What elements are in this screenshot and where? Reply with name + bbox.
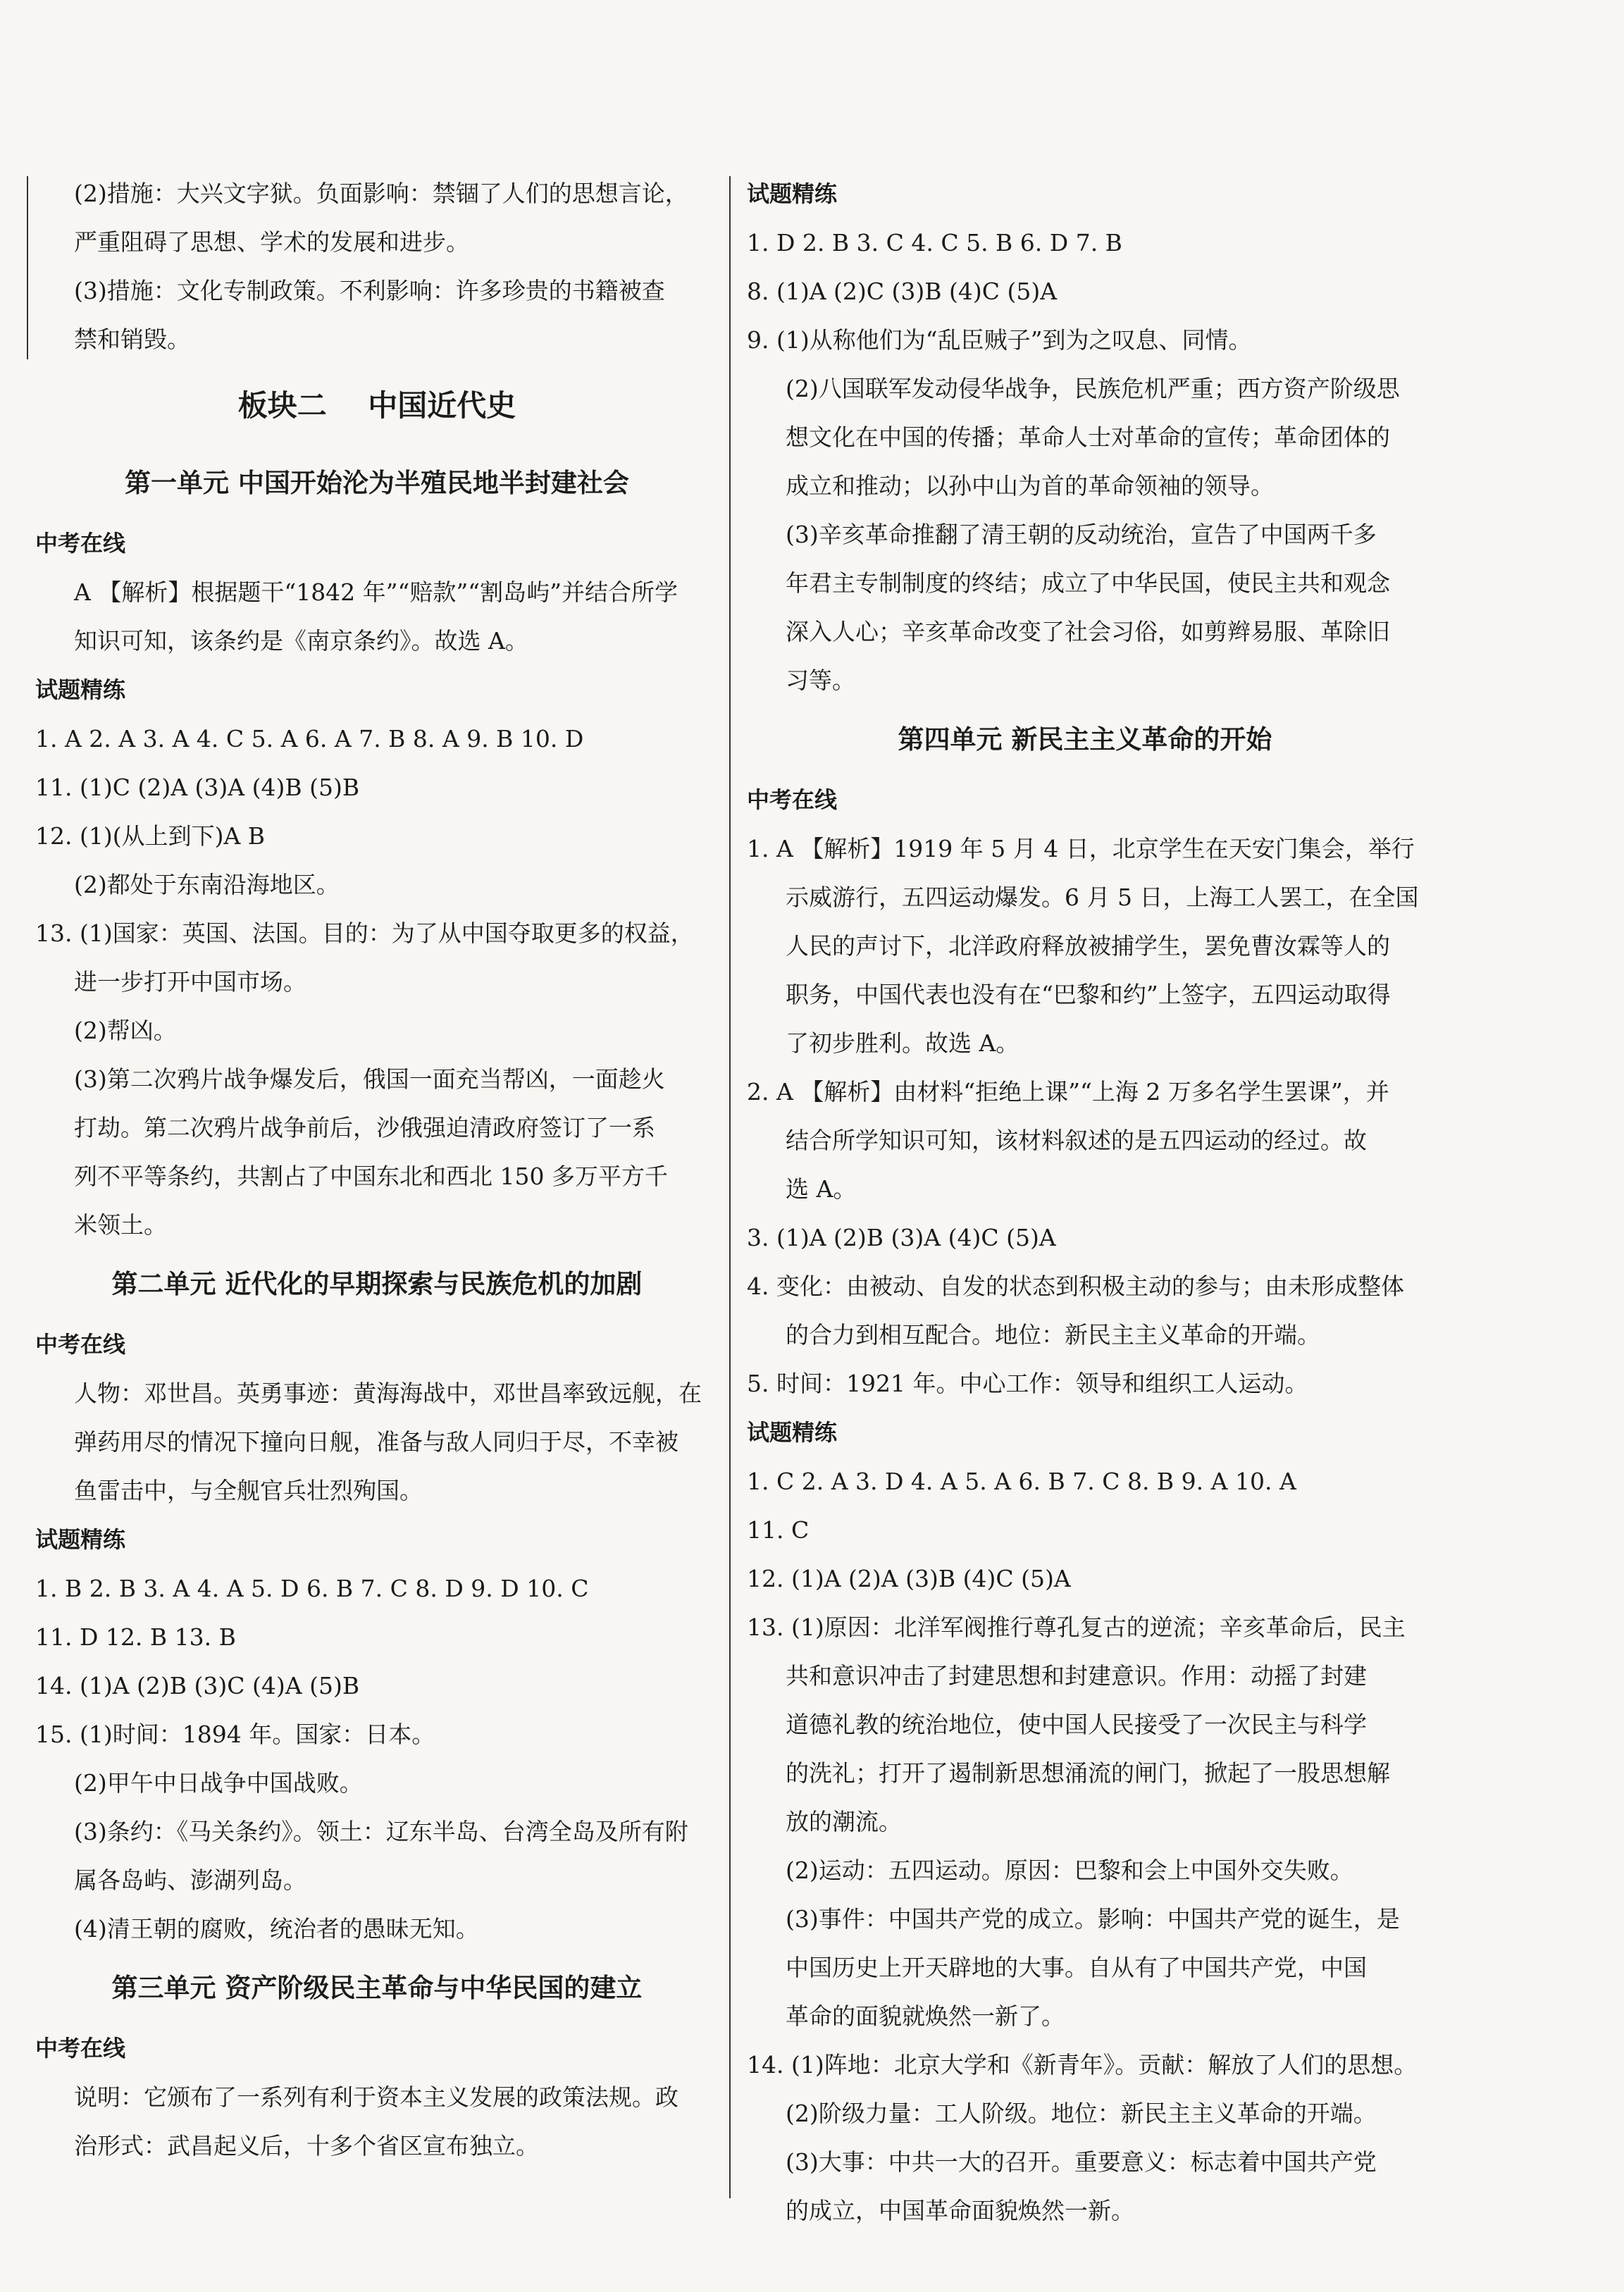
answer-line: 的合力到相互配合。地位：新民主主义革命的开端。 — [786, 1321, 1320, 1349]
right-column — [747, 169, 1423, 2235]
answer-line: 12. (1)(从上到下)A B — [35, 822, 266, 850]
left-column — [35, 169, 719, 2170]
section-title: 板块二 中国近代史 — [237, 388, 516, 423]
answer-line: 11. C — [747, 1516, 810, 1544]
answer-line: (4)清王朝的腐败，统治者的愚昧无知。 — [74, 1915, 479, 1943]
answer-line: (2)甲午中日战争中国战败。 — [74, 1769, 363, 1797]
answer-line: 11. (1)C (2)A (3)A (4)B (5)B — [35, 774, 360, 801]
answer-line: 5. 时间：1921 年。中心工作：领导和组织工人运动。 — [747, 1370, 1308, 1397]
answer-line: (3)第二次鸦片战争爆发后，俄国一面充当帮凶，一面趁火 — [74, 1065, 665, 1093]
answer-line: 共和意识冲击了封建思想和封建意识。作用：动摇了封建 — [786, 1662, 1367, 1690]
column-divider — [729, 176, 731, 2198]
answer-line: (2)都处于东南沿海地区。 — [74, 871, 340, 898]
answer-line: 1. B 2. B 3. A 4. A 5. D 6. B 7. C 8. D 9. D 10. C — [35, 1575, 589, 1602]
answer-line: 习等。 — [786, 667, 855, 694]
answer-line: 治形式：武昌起义后，十多个省区宣布独立。 — [74, 2132, 539, 2160]
answer-line: 1. D 2. B 3. C 4. C 5. B 6. D 7. B — [747, 229, 1122, 256]
answer-line: 禁和销毁。 — [74, 326, 190, 353]
answer-line: 15. (1)时间：1894 年。国家：日本。 — [35, 1721, 435, 1748]
answer-line: 12. (1)A (2)A (3)B (4)C (5)A — [747, 1565, 1071, 1592]
answer-line: 成立和推动；以孙中山为首的革命领袖的领导。 — [786, 472, 1274, 500]
answer-line: 1. A 2. A 3. A 4. C 5. A 6. A 7. B 8. A 9. B 10. D — [35, 725, 584, 752]
subsection-heading: 中考在线 — [35, 530, 126, 557]
answer-line: (3)大事：中共一大的召开。重要意义：标志着中国共产党 — [786, 2148, 1377, 2176]
answer-line: 13. (1)国家：英国、法国。目的：为了从中国夺取更多的权益， — [35, 919, 694, 947]
subsection-heading: 试题精练 — [747, 1419, 838, 1446]
answer-line: 1. A 【解析】1919 年 5 月 4 日，北京学生在天安门集会，举行 — [747, 835, 1415, 862]
answer-line: 放的潮流。 — [786, 1808, 902, 1835]
answer-line: 属各岛屿、澎湖列岛。 — [74, 1866, 306, 1894]
answer-line: 说明：它颁布了一系列有利于资本主义发展的政策法规。政 — [74, 2083, 678, 2111]
answer-line: 列不平等条约，共割占了中国东北和西北 150 多万平方千 — [74, 1163, 668, 1190]
answer-line: 14. (1)A (2)B (3)C (4)A (5)B — [35, 1672, 360, 1699]
answer-line: 进一步打开中国市场。 — [74, 968, 306, 996]
left-margin-rule — [27, 176, 28, 359]
subsection-heading: 中考在线 — [35, 2035, 126, 2062]
answer-line: 13. (1)原因：北洋军阀推行尊孔复古的逆流；辛亥革命后，民主 — [747, 1613, 1406, 1641]
answer-line: 人物：邓世昌。英勇事迹：黄海海战中，邓世昌率致远舰，在 — [74, 1380, 702, 1407]
answer-line: A 【解析】根据题干“1842 年”“赔款”“割岛屿”并结合所学 — [74, 578, 678, 606]
answer-line: 14. (1)阵地：北京大学和《新青年》。贡献：解放了人们的思想。 — [747, 2051, 1418, 2079]
answer-line: 深入人心；辛亥革命改变了社会习俗，如剪辫易服、革除旧 — [786, 618, 1390, 645]
answer-line: (3)事件：中国共产党的成立。影响：中国共产党的诞生，是 — [786, 1905, 1400, 1933]
unit-heading: 第二单元 近代化的早期探索与民族危机的加剧 — [111, 1269, 643, 1299]
answer-line: 结合所学知识可知，该材料叙述的是五四运动的经过。故 — [786, 1127, 1367, 1154]
answer-line: 弹药用尽的情况下撞向日舰，准备与敌人同归于尽，不幸被 — [74, 1428, 678, 1456]
answer-line: 中国历史上开天辟地的大事。自从有了中国共产党，中国 — [786, 1954, 1367, 1981]
answer-line: 选 A。 — [786, 1175, 857, 1203]
answer-line: (3)措施：文化专制政策。不利影响：许多珍贵的书籍被查 — [74, 277, 665, 304]
answer-line: 严重阻碍了思想、学术的发展和进步。 — [74, 228, 469, 256]
answer-line: 人民的声讨下，北洋政府释放被捕学生，罢免曹汝霖等人的 — [786, 932, 1390, 960]
answer-line: (2)阶级力量：工人阶级。地位：新民主主义革命的开端。 — [786, 2100, 1377, 2127]
answer-line: (2)运动：五四运动。原因：巴黎和会上中国外交失败。 — [786, 1857, 1353, 1884]
answer-line: 了初步胜利。故选 A。 — [786, 1029, 1019, 1057]
answer-line: (2)措施：大兴文字狱。负面影响：禁锢了人们的思想言论， — [74, 180, 688, 207]
answer-line: 4. 变化：由被动、自发的状态到积极主动的参与；由未形成整体 — [747, 1272, 1404, 1300]
unit-heading: 第三单元 资产阶级民主革命与中华民国的建立 — [111, 1973, 643, 2003]
unit-heading: 第一单元 中国开始沦为半殖民地半封建社会 — [125, 468, 629, 498]
answer-line: (3)条约：《马关条约》。领土：辽东半岛、台湾全岛及所有附 — [74, 1818, 688, 1845]
answer-line: 年君主专制制度的终结；成立了中华民国，使民主共和观念 — [786, 569, 1390, 597]
answer-line: 知识可知，该条约是《南京条约》。故选 A。 — [74, 627, 528, 655]
subsection-heading: 中考在线 — [35, 1331, 126, 1358]
answer-line: 1. C 2. A 3. D 4. A 5. A 6. B 7. C 8. B 9. A 10. A — [747, 1468, 1296, 1495]
answer-line: 8. (1)A (2)C (3)B (4)C (5)A — [747, 278, 1058, 305]
subsection-heading: 试题精练 — [35, 676, 126, 703]
answer-line: 米领土。 — [74, 1211, 167, 1239]
subsection-heading: 试题精练 — [747, 180, 838, 207]
answer-line: (2)八国联军发动侵华战争，民族危机严重；西方资产阶级思 — [786, 375, 1400, 402]
answer-line: 想文化在中国的传播；革命人士对革命的宣传；革命团体的 — [786, 423, 1390, 451]
answer-line: 的洗礼；打开了遏制新思想涌流的闸门，掀起了一股思想解 — [786, 1759, 1390, 1787]
answer-line: (3)辛亥革命推翻了清王朝的反动统治，宣告了中国两千多 — [786, 521, 1377, 548]
answer-line: 9. (1)从称他们为“乱臣贼子”到为之叹息、同情。 — [747, 326, 1252, 354]
unit-heading: 第四单元 新民主主义革命的开始 — [898, 724, 1272, 755]
answer-line: 的成立，中国革命面貌焕然一新。 — [786, 2197, 1134, 2224]
answer-line: 职务，中国代表也没有在“巴黎和约”上签字，五四运动取得 — [786, 981, 1391, 1008]
answer-line: 3. (1)A (2)B (3)A (4)C (5)A — [747, 1224, 1056, 1251]
answer-line: 打劫。第二次鸦片战争前后，沙俄强迫清政府签订了一系 — [74, 1114, 655, 1141]
answer-line: 11. D 12. B 13. B — [35, 1623, 236, 1651]
answer-line: (2)帮凶。 — [74, 1017, 177, 1044]
subsection-heading: 中考在线 — [747, 786, 838, 813]
answer-line: 示威游行，五四运动爆发。6 月 5 日，上海工人罢工，在全国 — [786, 884, 1419, 911]
subsection-heading: 试题精练 — [35, 1526, 126, 1553]
answer-line: 革命的面貌就焕然一新了。 — [786, 2002, 1065, 2030]
answer-line: 道德礼教的统治地位，使中国人民接受了一次民主与科学 — [786, 1711, 1367, 1738]
answer-line: 鱼雷击中，与全舰官兵壮烈殉国。 — [74, 1477, 423, 1504]
answer-line: 2. A 【解析】由材料“拒绝上课”“上海 2 万多名学生罢课”，并 — [747, 1078, 1389, 1105]
